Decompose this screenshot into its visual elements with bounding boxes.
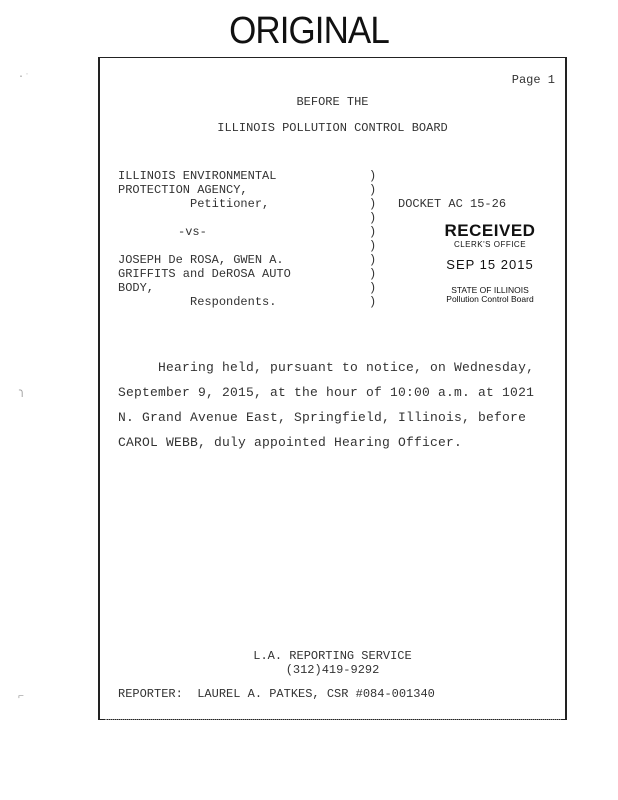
scan-speck: ⌐ [18, 692, 25, 703]
respondent-line: GRIFFITS and DeROSA AUTO [118, 267, 291, 281]
received-office: CLERK'S OFFICE [453, 240, 527, 249]
versus-label: -vs- [178, 225, 207, 239]
transcript-page [98, 57, 567, 720]
body-line: Hearing held, pursuant to notice, on Wednesday, [118, 360, 535, 375]
heading-board-name: ILLINOIS POLLUTION CONTROL BOARD [217, 121, 448, 135]
reporter-line: REPORTER: LAUREL A. PATKES, CSR #084-001340 [118, 687, 435, 701]
body-line: CAROL WEBB, duly appointed Hearing Officer. [118, 435, 463, 450]
respondent-line: BODY, [118, 281, 155, 295]
body-line: September 9, 2015, at the hour of 10:00 a.m. at 1021 [118, 385, 535, 400]
scan-speck: ·ˑ [18, 72, 31, 83]
reporting-phone: (312)419-9292 [285, 663, 380, 677]
petitioner-block [118, 169, 276, 211]
docket-number: DOCKET AC 15-26 [398, 197, 507, 211]
received-stamp [440, 221, 540, 304]
body-line: N. Grand Avenue East, Springfield, Illinois, before [118, 410, 527, 425]
page-number: Page 1 [511, 73, 555, 87]
frame-shadow-line [105, 719, 561, 721]
received-state-line: Pollution Control Board [446, 294, 534, 304]
heading-before-the: BEFORE THE [296, 95, 369, 109]
received-date: SEP 15 2015 [446, 257, 534, 272]
respondent-line: JOSEPH De ROSA, GWEN A. [118, 253, 284, 267]
original-stamp: ORIGINAL [229, 10, 389, 52]
caption-parentheses: ) ) ) ) ) ) ) ) ) ) [369, 169, 377, 309]
received-state [440, 286, 540, 304]
reporting-service: L.A. REPORTING SERVICE [253, 649, 412, 663]
received-state-line: STATE OF ILLINOIS [451, 285, 529, 295]
received-title: RECEIVED [444, 221, 536, 240]
petitioner-line: ILLINOIS ENVIRONMENTAL [118, 169, 277, 183]
respondent-block [118, 253, 291, 309]
petitioner-line: Petitioner, [118, 197, 270, 211]
petitioner-line: PROTECTION AGENCY, [118, 183, 248, 197]
respondent-line: Respondents. [118, 295, 277, 309]
scan-speck: ɿ [18, 388, 25, 399]
